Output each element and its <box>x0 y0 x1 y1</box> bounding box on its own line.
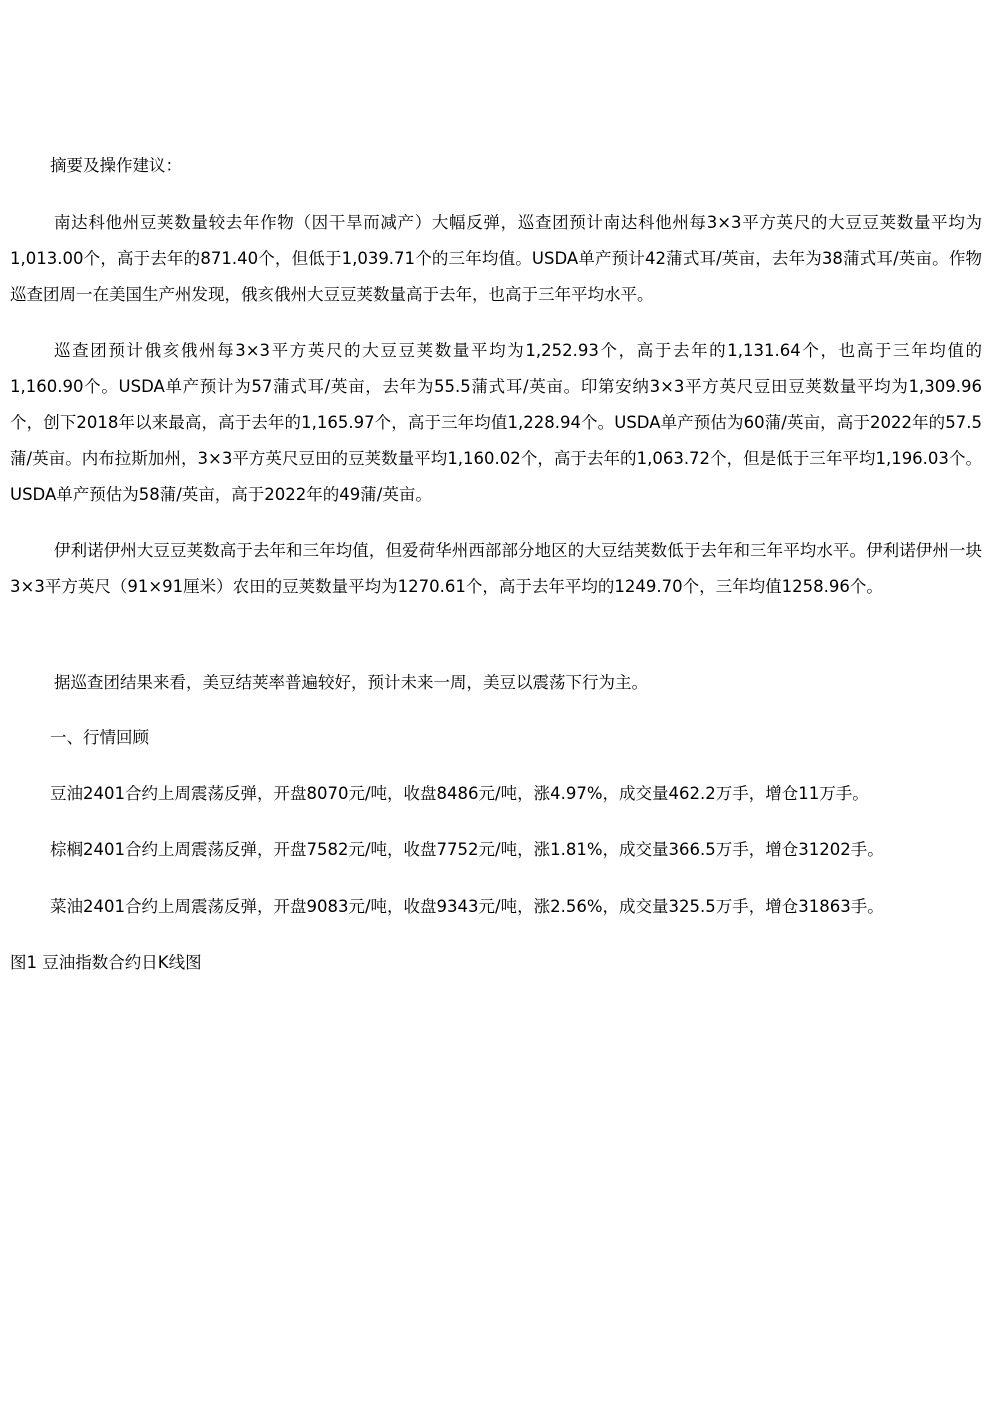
paragraph-illinois: 伊利诺伊州大豆豆荚数高于去年和三年均值，但爱荷华州西部部分地区的大豆结荚数低于去年和三年平均水平。伊利诺伊州一块3×3平方英尺（91×91厘米）农田的豆荚数量平均为1270.61个，高于去年平均的1249.70个，三年均值1258.96个。 <box>10 541 982 596</box>
market-review-rapeseed-oil: 菜油2401合约上周震荡反弹，开盘9083元/吨，收盘9343元/吨，涨2.56%，成交量325.5万手，增仓31863手。 <box>50 897 884 916</box>
summary-heading: 摘要及操作建议： <box>50 156 182 175</box>
figure-caption: 图1 豆油指数合约日K线图 <box>10 953 202 972</box>
market-review-soybean-oil: 豆油2401合约上周震荡反弹，开盘8070元/吨，收盘8486元/吨，涨4.97%，成交量462.2万手，增仓11万手。 <box>50 784 869 803</box>
market-review-palm-oil: 棕榈2401合约上周震荡反弹，开盘7582元/吨，收盘7752元/吨，涨1.81%，成交量366.5万手，增仓31202手。 <box>50 840 884 859</box>
paragraph-ohio: 巡查团预计俄亥俄州每3×3平方英尺的大豆豆荚数量平均为1,252.93个，高于去年的1,131.64个，也高于三年均值的1,160.90个。USDA单产预计为57蒲式耳/英亩，去年为55.5蒲式耳/英亩。印第安纳3×3平方英尺豆田豆荚数量平均为1,309.96个，创下2018年以来最高，高于去年的1,165.97个，高于三年均值1,228.94个。USDA单产预估为60蒲/英亩，高于2022年的57.5蒲/英亩。内布拉斯加州，3×3平方英尺豆田的豆荚数量平均1,160.02个，高于去年的1,063.72个，但是低于三年平均1,196.03个。USDA单产预估为58蒲/英亩，高于2022年的49蒲/英亩。 <box>10 341 982 504</box>
paragraph-south-dakota: 南达科他州豆荚数量较去年作物（因干旱而减产）大幅反弹，巡查团预计南达科他州每3×3平方英尺的大豆豆荚数量平均为1,013.00个，高于去年的871.40个，但低于1,039.71个的三年均值。USDA单产预计42蒲式耳/英亩，去年为38蒲式耳/英亩。作物巡查团周一在美国生产州发现，俄亥俄州大豆豆荚数量高于去年，也高于三年平均水平。 <box>10 213 982 304</box>
paragraph-outlook: 据巡查团结果来看，美豆结荚率普遍较好，预计未来一周，美豆以震荡下行为主。 <box>54 673 648 692</box>
section-heading-market-review: 一、行情回顾 <box>50 728 149 747</box>
